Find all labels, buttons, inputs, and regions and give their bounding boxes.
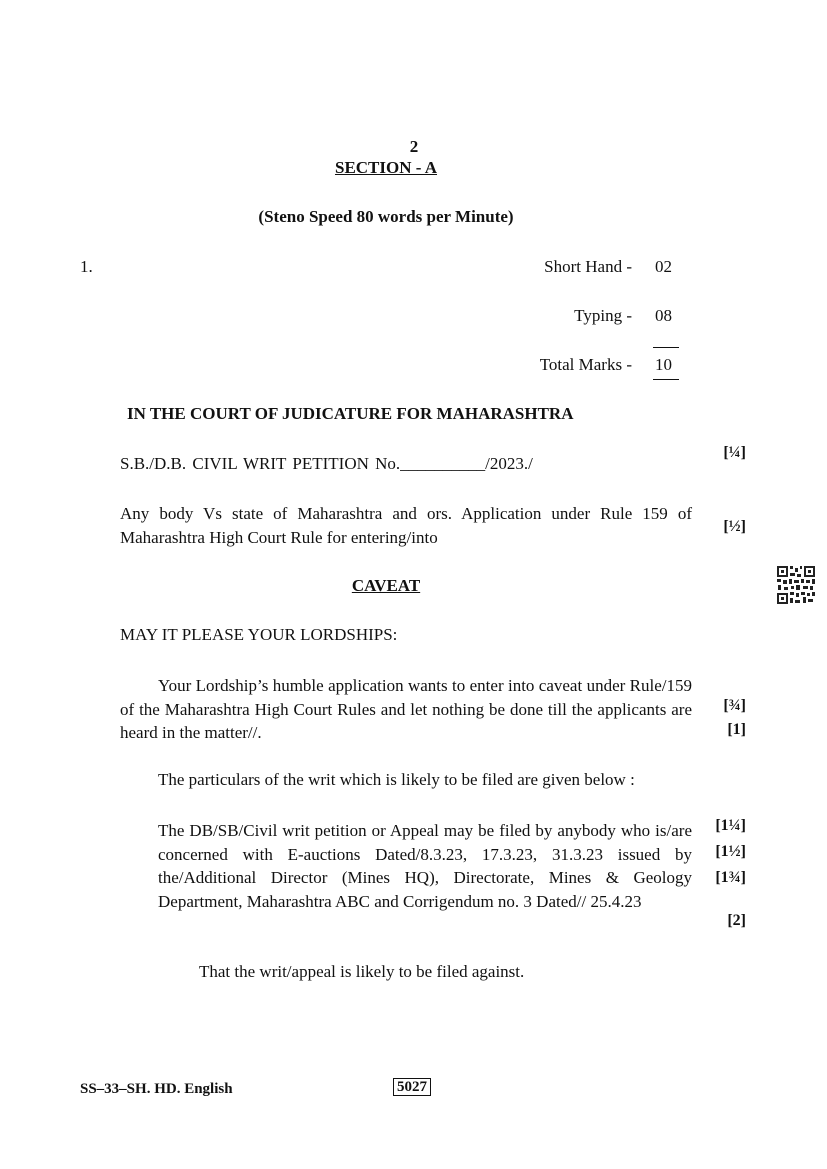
speed-note: (Steno Speed 80 words per Minute): [258, 207, 514, 226]
petition-mark: [¼]: [723, 444, 746, 461]
footer-box-number: 5027: [393, 1079, 431, 1096]
question-number: 1.: [80, 257, 93, 276]
paragraph-caveat-application: Your Lordship’s humble application wants to enter into caveat under Rule/159 of the Maharashtra High Court Rules and let nothing be done till the applicants are heard in the matter//.: [120, 676, 692, 742]
para2-mark-1: [1¼]: [715, 817, 746, 834]
court-heading: IN THE COURT OF JUDICATURE FOR MAHARASHTRA: [127, 404, 574, 423]
petition-line: S.B./D.B. CIVIL WRIT PETITION No.__________/2023./: [120, 454, 533, 473]
footer-code: SS–33–SH. HD. English: [80, 1081, 233, 1097]
page-number: 2: [409, 137, 419, 156]
total-marks-value: 10: [655, 355, 672, 374]
address-line: MAY IT PLEASE YOUR LORDSHIPS:: [120, 625, 398, 644]
paragraph-writ-details: The DB/SB/Civil writ petition or Appeal may be filed by anybody who is/are concerned with E-auctions Dated/8.3.23, 17.3.23, 31.3.23 issued by the/Additional Director (Mines HQ), Directorate, Mines & Geology Department, Maharashtra ABC and Corrigendum no. 3 Dated// 25.4.23: [158, 821, 692, 911]
para2-mark-4: [2]: [727, 912, 746, 929]
total-rule-top: [653, 347, 679, 348]
para1-mark-2: [1]: [727, 721, 746, 738]
typing-value: 08: [655, 306, 672, 325]
shorthand-label: Short Hand -: [544, 257, 632, 276]
qr-code-icon: [776, 565, 816, 605]
application-text: Any body Vs state of Maharashtra and ors. Application under Rule 159 of Maharashtra High Court Rule for entering/into: [120, 504, 692, 547]
shorthand-value: 02: [655, 257, 672, 276]
final-line: That the writ/appeal is likely to be filed against.: [199, 962, 525, 981]
total-rule-bottom: [653, 379, 679, 380]
total-marks-label: Total Marks -: [539, 355, 632, 374]
particulars-line: The particulars of the writ which is likely to be filed are given below :: [158, 770, 635, 789]
para2-mark-3: [1¾]: [715, 869, 746, 886]
application-mark: [½]: [723, 518, 746, 535]
caveat-title: CAVEAT: [351, 576, 421, 595]
typing-label: Typing -: [574, 306, 632, 325]
section-title: SECTION - A: [334, 158, 438, 177]
para2-mark-2: [1½]: [715, 843, 746, 860]
para1-mark-1: [¾]: [723, 697, 746, 714]
